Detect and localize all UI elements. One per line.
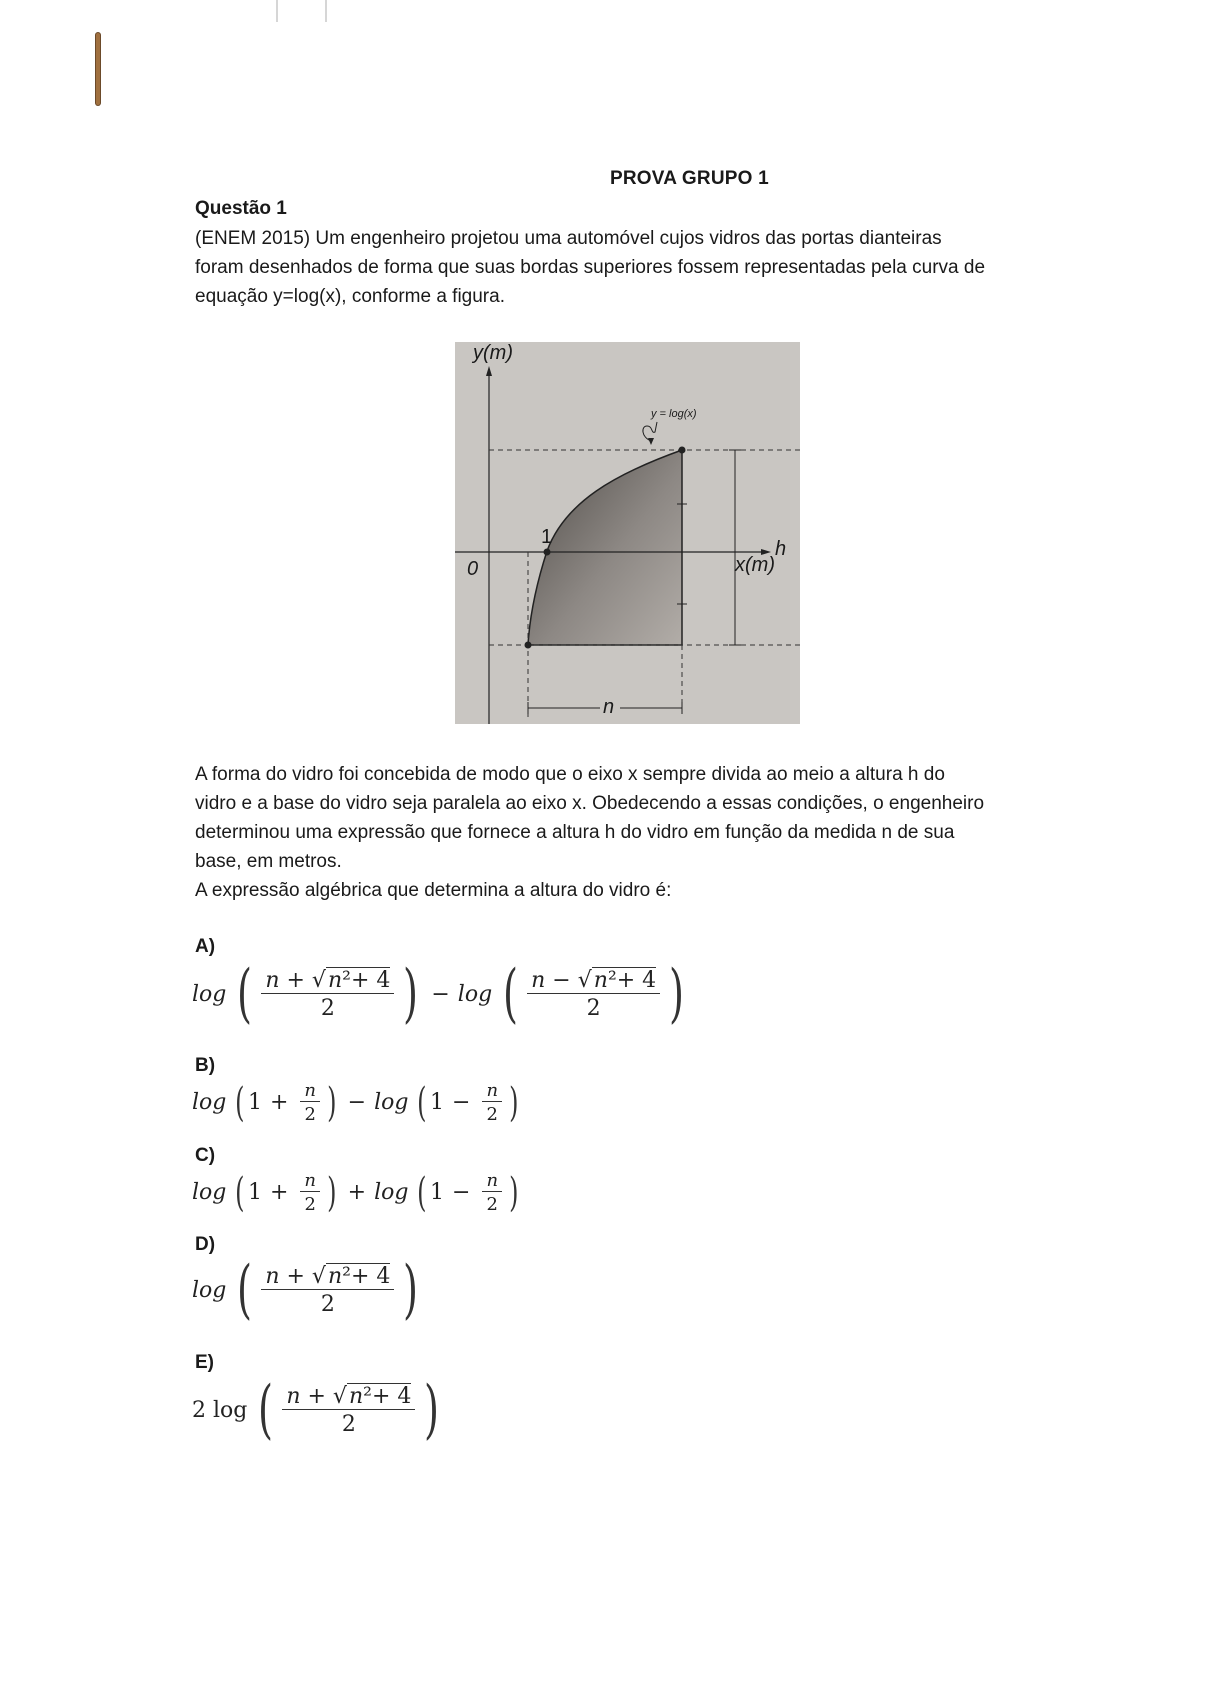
body-line: A expressão algébrica que determina a altura do vidro é: (195, 880, 672, 901)
scan-artifact (325, 0, 327, 22)
x-axis-label: x(m) (735, 554, 775, 576)
intro-line: foram desenhados de forma que suas bordas superiores fossem representadas pela curva de (195, 257, 986, 278)
scan-artifact (276, 0, 278, 22)
question-body (195, 760, 1075, 905)
left-paren: ( (237, 957, 253, 1031)
curve-label: y = log(x) (651, 408, 697, 420)
body-line: determinou uma expressão que fornece a altura h do vidro em função da medida n de sua (195, 822, 955, 843)
option-b-label[interactable]: B) (195, 1055, 216, 1076)
option-a-label[interactable]: A) (195, 936, 216, 957)
log-curve-figure (455, 342, 800, 724)
staple-mark (96, 33, 100, 105)
point-label: 1 (541, 526, 553, 548)
option-b-expression[interactable]: log ( 1 + $\frac{n}{2}$ ) − log ( 1 − $\frac{n}{2}$ ) (192, 1079, 519, 1126)
body-line: vidro e a base do vidro seja paralela ao eixo x. Obedecendo a essas condições, o engenheiro (195, 793, 985, 814)
body-line: base, em metros. (195, 851, 342, 872)
option-c-label[interactable]: C) (195, 1145, 216, 1166)
page-title: PROVA GRUPO 1 (610, 168, 769, 189)
option-c-expression[interactable]: log ( 1 + $\frac{n}{2}$ ) + log ( 1 − $\frac{n}{2}$ ) (192, 1169, 519, 1216)
body-line: A forma do vidro foi concebida de modo que o eixo x sempre divida ao meio a altura h do (195, 764, 945, 785)
option-e-label[interactable]: E) (195, 1352, 214, 1373)
y-axis-label: y(m) (473, 342, 513, 364)
option-e-expression[interactable]: 2 log ( $\frac{\text{n + √n²+ 4}}{2}$ ) (192, 1373, 440, 1447)
height-label: h (775, 538, 787, 560)
question-heading: Questão 1 (195, 198, 287, 219)
option-a-expression[interactable]: log ( $\frac{\text{n + √n²+ 4}}{2}$ ) − log ( $\frac{\text{n − √n²+ 4}}{2}$ ) (192, 957, 685, 1031)
log-fn: log (192, 981, 227, 1007)
question-intro (195, 224, 1075, 311)
fraction: $\frac{\text{n + √n²+ 4}}{2}$ (261, 968, 394, 1021)
intro-line: equação y=log(x), conforme a figura. (195, 286, 505, 307)
option-d-label[interactable]: D) (195, 1234, 216, 1255)
option-d-expression[interactable]: log ( $\frac{\text{n + √n²+ 4}}{2}$ ) (192, 1253, 419, 1327)
origin-label: 0 (467, 558, 479, 580)
intro-line: (ENEM 2015) Um engenheiro projetou uma automóvel cujos vidros das portas dianteiras (195, 228, 942, 249)
base-label: n (603, 696, 615, 718)
